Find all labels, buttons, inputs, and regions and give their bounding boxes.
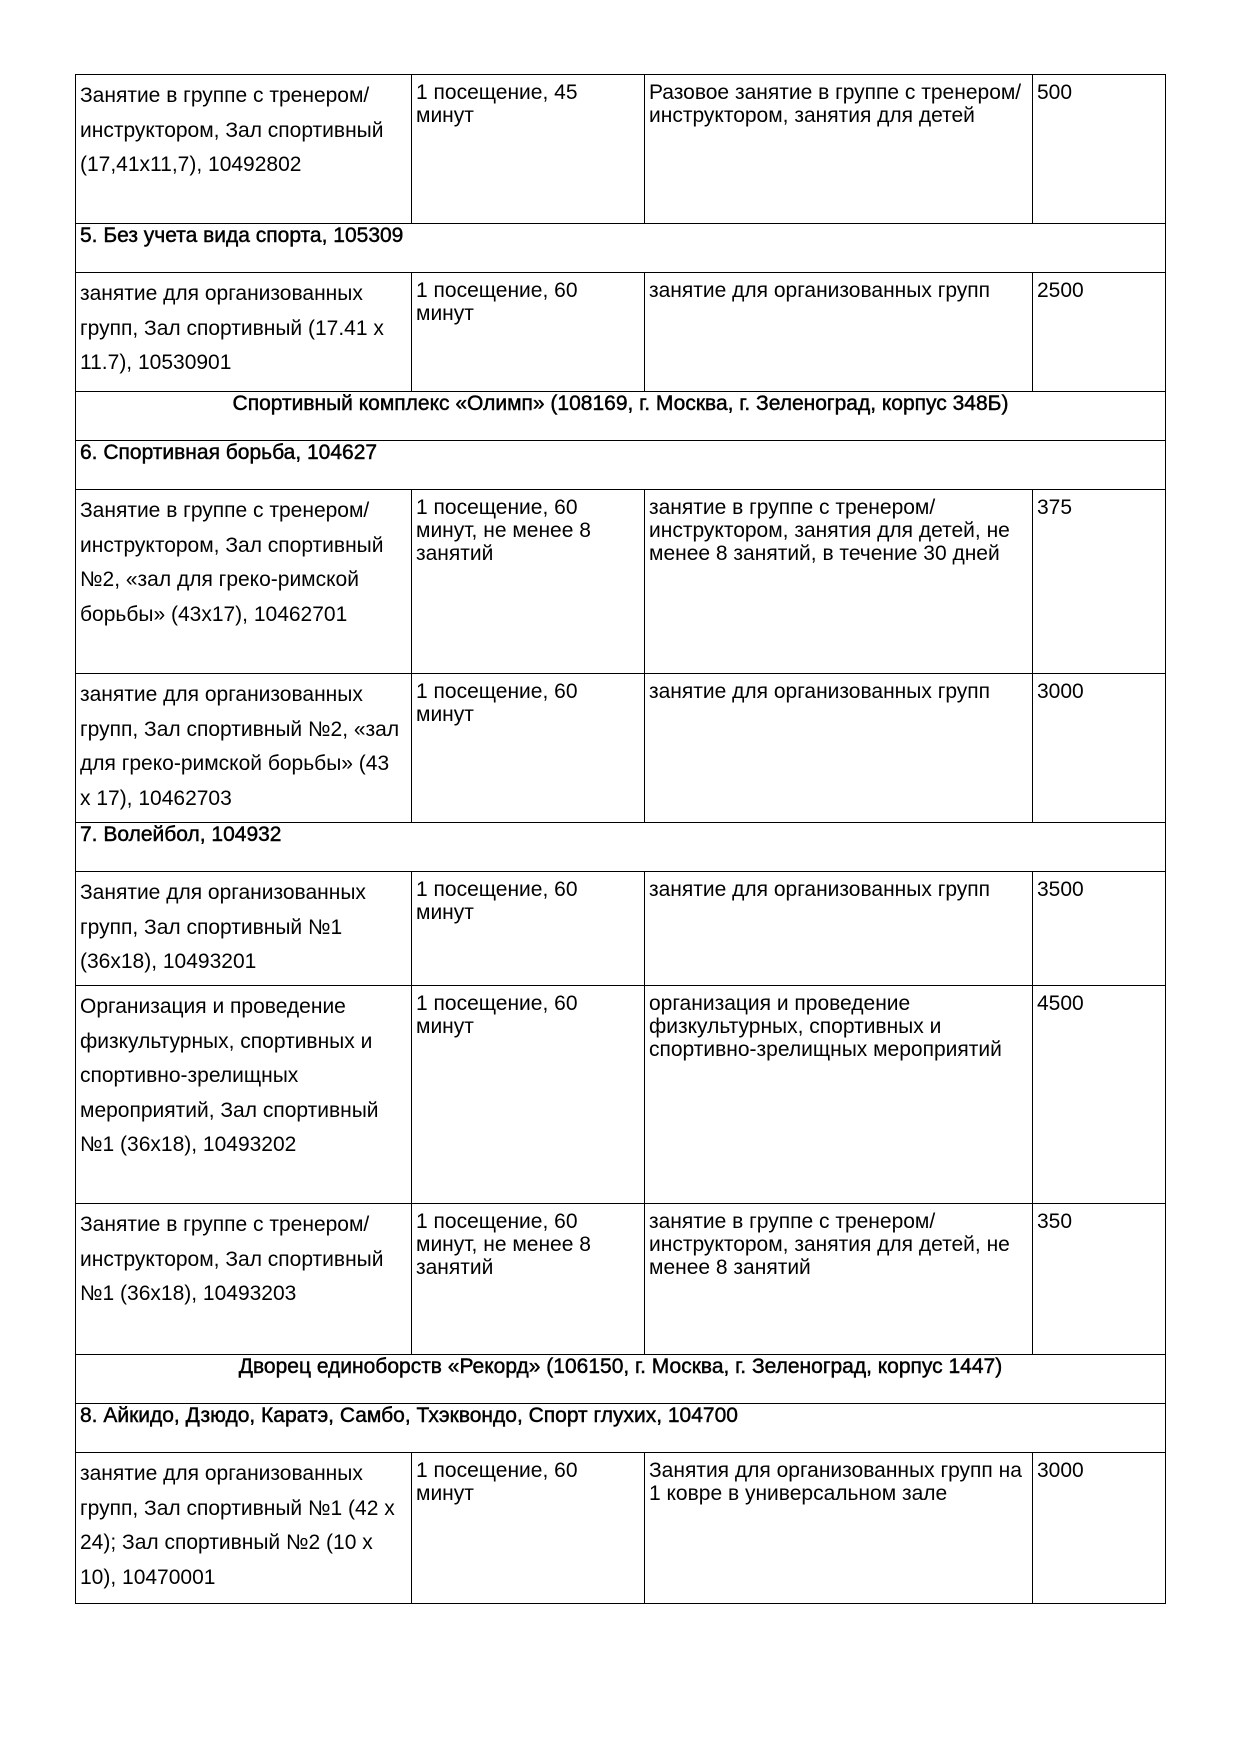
service-name: Занятие в группе с тренером/инструктором, Зал спортивный (17,41х11,7), 10492802 (76, 75, 412, 224)
service-unit: 1 посещение, 60 минут (412, 1453, 645, 1604)
table-row (76, 986, 1166, 1204)
service-price: 3000 (1033, 1453, 1166, 1604)
service-name: Занятие для организованных групп, Зал спортивный №1 (36х18), 10493201 (76, 872, 412, 986)
section-row (76, 823, 1166, 872)
service-price: 2500 (1033, 273, 1166, 392)
service-price: 3000 (1033, 674, 1166, 823)
section-heading: 7. Волейбол, 104932 (76, 823, 1166, 872)
section-heading: 5. Без учета вида спорта, 105309 (76, 224, 1166, 273)
table-row (76, 1453, 1166, 1604)
service-description: организация и проведение физкультурных, спортивных и спортивно-зрелищных мероприятий (645, 986, 1033, 1204)
service-description: занятие в группе с тренером/инструктором, занятия для детей, не менее 8 занятий, в течение 30 дней (645, 490, 1033, 674)
table-row (76, 674, 1166, 823)
service-description: занятие для организованных групп (645, 872, 1033, 986)
service-price: 500 (1033, 75, 1166, 224)
service-unit: 1 посещение, 60 минут, не менее 8 занятий (412, 490, 645, 674)
service-unit: 1 посещение, 45 минут (412, 75, 645, 224)
service-name: Занятие в группе с тренером/инструктором, Зал спортивный №1 (36х18), 10493203 (76, 1204, 412, 1355)
service-name: занятие для организованных групп, Зал спортивный №1 (42 х 24); Зал спортивный №2 (10 х 10), 10470001 (76, 1453, 412, 1604)
venue-heading: Спортивный комплекс «Олимп» (108169, г. Москва, г. Зеленоград, корпус 348Б) (76, 392, 1166, 441)
service-unit: 1 посещение, 60 минут (412, 273, 645, 392)
service-unit: 1 посещение, 60 минут (412, 674, 645, 823)
table-row (76, 273, 1166, 392)
service-description: занятие в группе с тренером/инструктором, занятия для детей, не менее 8 занятий (645, 1204, 1033, 1355)
service-name: занятие для организованных групп, Зал спортивный №2, «зал для греко-римской борьбы» (43 х 17), 10462703 (76, 674, 412, 823)
section-heading: 6. Спортивная борьба, 104627 (76, 441, 1166, 490)
table-row (76, 490, 1166, 674)
service-description: Разовое занятие в группе с тренером/инструктором, занятия для детей (645, 75, 1033, 224)
section-row (76, 224, 1166, 273)
section-row (76, 441, 1166, 490)
service-description: Занятия для организованных групп на 1 ковре в универсальном зале (645, 1453, 1033, 1604)
venue-heading: Дворец единоборств «Рекорд» (106150, г. Москва, г. Зеленоград, корпус 1447) (76, 1355, 1166, 1404)
price-table (75, 74, 1166, 1604)
service-price: 3500 (1033, 872, 1166, 986)
service-name: занятие для организованных групп, Зал спортивный (17.41 х 11.7), 10530901 (76, 273, 412, 392)
service-description: занятие для организованных групп (645, 674, 1033, 823)
table-row (76, 872, 1166, 986)
service-price: 350 (1033, 1204, 1166, 1355)
venue-row (76, 1355, 1166, 1404)
service-price: 375 (1033, 490, 1166, 674)
service-unit: 1 посещение, 60 минут (412, 986, 645, 1204)
service-name: Организация и проведение физкультурных, спортивных и спортивно-зрелищных мероприятий, Зал спортивный №1 (36х18), 10493202 (76, 986, 412, 1204)
service-unit: 1 посещение, 60 минут (412, 872, 645, 986)
section-row (76, 1404, 1166, 1453)
section-heading: 8. Айкидо, Дзюдо, Каратэ, Самбо, Тхэквондо, Спорт глухих, 104700 (76, 1404, 1166, 1453)
table-row (76, 75, 1166, 224)
service-name: Занятие в группе с тренером/инструктором, Зал спортивный №2, «зал для греко-римской борьбы» (43х17), 10462701 (76, 490, 412, 674)
venue-row (76, 392, 1166, 441)
service-price: 4500 (1033, 986, 1166, 1204)
service-description: занятие для организованных групп (645, 273, 1033, 392)
service-unit: 1 посещение, 60 минут, не менее 8 занятий (412, 1204, 645, 1355)
table-row (76, 1204, 1166, 1355)
